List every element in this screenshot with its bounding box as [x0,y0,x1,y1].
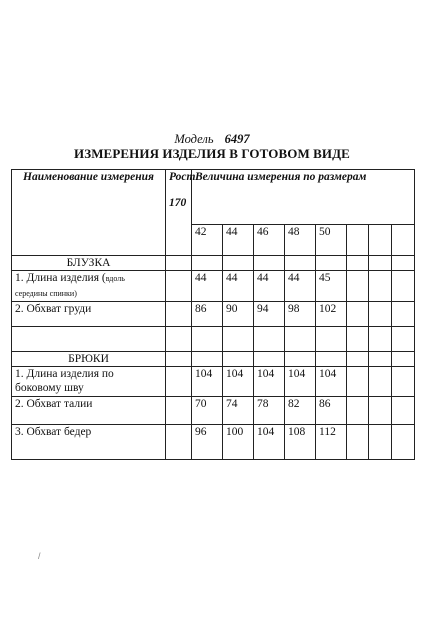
model-label: Модель [174,132,214,146]
value-cell: 104 [223,367,254,397]
value-cell: 102 [316,302,347,327]
value-cell [347,397,369,425]
size-cell [347,225,369,256]
value-cell: 82 [285,397,316,425]
row-label-trousers-waist: 2. Обхват талии [12,397,166,425]
value-cell: 104 [316,367,347,397]
section-row-trousers [12,352,415,367]
model-line [0,132,424,147]
value-cell [369,367,392,397]
value-cell: 104 [285,367,316,397]
value-cell: 70 [192,397,223,425]
value-cell [369,397,392,425]
value-cell [392,271,415,302]
size-cell: 46 [254,225,285,256]
row-label-trousers-hips: 3. Обхват бедер [12,425,166,460]
measurements-table [11,169,415,460]
value-cell [347,302,369,327]
header-measurement-name: Наименование измерения [12,170,166,256]
header-sizes-label: Величина измерения по размерам [192,170,415,225]
value-cell: 44 [192,271,223,302]
size-cell [369,225,392,256]
value-cell: 78 [254,397,285,425]
value-cell [369,302,392,327]
size-cell [392,225,415,256]
value-cell [347,271,369,302]
row-label-blouse-length: 1. Длина изделия (вдоль середины спинки) [12,271,166,302]
value-cell: 112 [316,425,347,460]
value-cell [347,425,369,460]
table-row [12,302,415,327]
value-cell [369,425,392,460]
model-number: 6497 [224,132,250,146]
row-label-blouse-chest: 2. Обхват груди [12,302,166,327]
value-cell: 104 [192,367,223,397]
table-row [12,397,415,425]
section-blouse: БЛУЗКА [12,256,166,271]
value-cell: 44 [254,271,285,302]
value-cell: 104 [254,367,285,397]
header-height-value: 170 [169,197,187,209]
section-row-blouse [12,256,415,271]
size-cell: 42 [192,225,223,256]
value-cell [392,302,415,327]
value-cell: 104 [254,425,285,460]
value-cell [369,271,392,302]
value-cell [392,425,415,460]
table-row [12,271,415,302]
value-cell: 108 [285,425,316,460]
value-cell: 96 [192,425,223,460]
header-row [12,170,415,225]
table-row [12,367,415,397]
value-cell: 86 [316,397,347,425]
page-title: ИЗМЕРЕНИЯ ИЗДЕЛИЯ В ГОТОВОМ ВИДЕ [74,146,350,161]
value-cell: 86 [192,302,223,327]
value-cell: 44 [223,271,254,302]
size-cell: 50 [316,225,347,256]
size-cell: 48 [285,225,316,256]
value-cell: 100 [223,425,254,460]
value-cell: 74 [223,397,254,425]
table-row [12,425,415,460]
stray-mark: / [38,551,41,561]
value-cell: 98 [285,302,316,327]
header-height [166,170,196,256]
header-height-label: Рост [169,171,196,183]
row-label-trousers-length: 1. Длина изделия по боковому шву [12,367,166,397]
value-cell [347,367,369,397]
size-cell: 44 [223,225,254,256]
value-cell [392,397,415,425]
value-cell: 90 [223,302,254,327]
section-trousers: БРЮКИ [12,352,166,367]
table-row-empty [12,327,415,352]
value-cell: 45 [316,271,347,302]
value-cell: 44 [285,271,316,302]
value-cell: 94 [254,302,285,327]
value-cell [392,367,415,397]
